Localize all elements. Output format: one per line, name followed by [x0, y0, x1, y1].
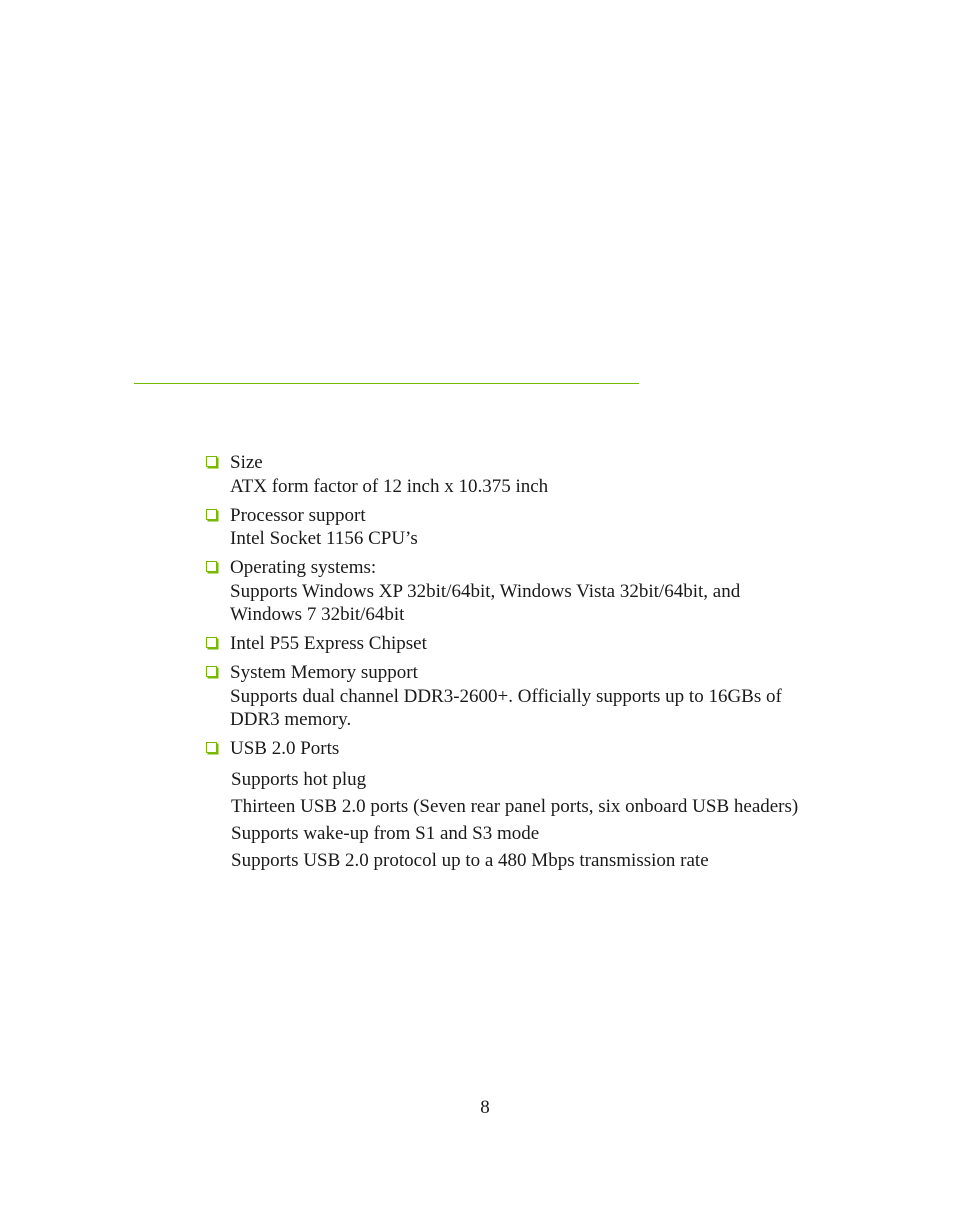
feature-title: Intel P55 Express Chipset: [230, 633, 427, 654]
usb-subitem: Thirteen USB 2.0 ports (Seven rear panel ports, six onboard USB headers): [231, 795, 799, 817]
usb-subitem: Supports wake-up from S1 and S3 mode: [231, 822, 540, 844]
checkbox-bullet-icon: [206, 637, 217, 648]
checkbox-bullet-icon: [206, 509, 217, 520]
checkbox-bullet-icon: [206, 742, 217, 753]
page-number: 8: [480, 1097, 490, 1118]
feature-item: [206, 504, 846, 551]
feature-title: Size: [230, 452, 263, 473]
feature-item: [206, 451, 846, 498]
usb-subitem: Supports USB 2.0 protocol up to a 480 Mbps transmission rate: [231, 849, 709, 871]
usb-subitem: Supports hot plug: [231, 768, 367, 790]
feature-title: USB 2.0 Ports: [230, 738, 340, 759]
feature-description: ATX form factor of 12 inch x 10.375 inch: [230, 475, 549, 497]
feature-item: [206, 661, 846, 732]
feature-item: [206, 632, 846, 656]
usb-subitem-list: [230, 766, 846, 874]
feature-description: Supports dual channel DDR3-2600+. Officially supports up to 16GBs of DDR3 memory.: [230, 685, 782, 730]
checkbox-bullet-icon: [206, 456, 217, 467]
checkbox-bullet-icon: [206, 561, 217, 572]
feature-item: [206, 737, 846, 874]
checkbox-bullet-icon: [206, 666, 217, 677]
feature-description: Supports Windows XP 32bit/64bit, Windows Vista 32bit/64bit, and Windows 7 32bit/64bit: [230, 580, 741, 625]
feature-description: Intel Socket 1156 CPU’s: [230, 528, 418, 549]
section-divider: [134, 383, 639, 384]
feature-item: [206, 556, 846, 627]
feature-list: [206, 451, 846, 879]
feature-title: Operating systems:: [230, 557, 377, 578]
feature-title: Processor support: [230, 504, 366, 526]
feature-title: System Memory support: [230, 662, 418, 683]
